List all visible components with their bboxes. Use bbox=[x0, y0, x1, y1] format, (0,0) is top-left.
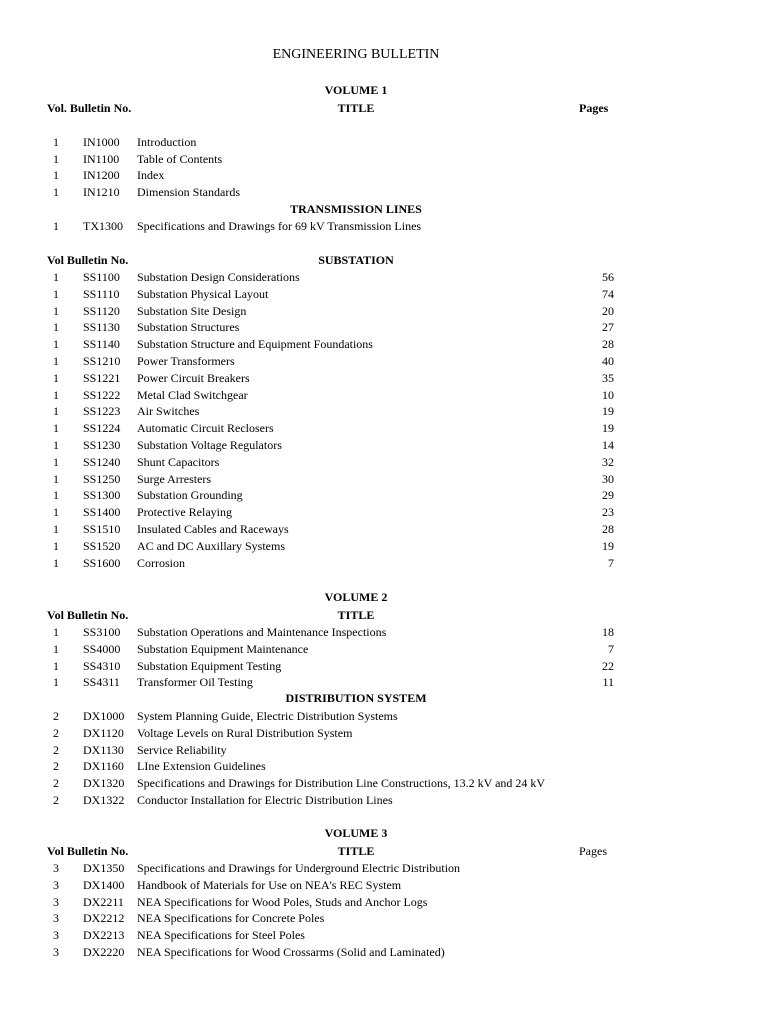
row-title: Surge Arresters bbox=[137, 471, 212, 486]
row-title: NEA Specifications for Steel Poles bbox=[137, 928, 305, 943]
row-title: Metal Clad Switchgear bbox=[137, 387, 248, 402]
row-vol: 1 bbox=[53, 658, 59, 673]
document-title: ENGINEERING BULLETIN bbox=[272, 47, 440, 62]
row-vol: 1 bbox=[53, 404, 59, 419]
row-vol: 1 bbox=[53, 471, 59, 486]
vol-bulletin-header: Vol Bulletin No. bbox=[47, 253, 129, 267]
row-vol: 3 bbox=[53, 928, 59, 943]
row-bulletin-no: SS1240 bbox=[83, 454, 121, 469]
row-bulletin-no: IN1200 bbox=[83, 168, 120, 182]
row-title: Substation Grounding bbox=[137, 488, 243, 503]
row-title: System Planning Guide, Electric Distribution Systems bbox=[137, 709, 398, 723]
row-vol: 3 bbox=[53, 861, 59, 875]
row-pages: 14 bbox=[602, 438, 614, 452]
row-bulletin-no: IN1210 bbox=[83, 185, 120, 199]
row-title: Power Transformers bbox=[137, 354, 235, 368]
row-pages: 28 bbox=[602, 522, 614, 536]
row-vol: 1 bbox=[53, 675, 59, 690]
row-bulletin-no: IN1000 bbox=[83, 135, 120, 149]
row-vol: 1 bbox=[53, 370, 59, 385]
row-pages: 7 bbox=[608, 641, 614, 656]
row-pages: 7 bbox=[608, 555, 614, 570]
title-column-header: TITLE bbox=[337, 101, 375, 115]
row-pages: 10 bbox=[602, 387, 614, 402]
row-title: Service Reliability bbox=[137, 742, 227, 757]
row-pages: 29 bbox=[602, 488, 614, 503]
row-title: Specifications and Drawings for 69 kV Transmission Lines bbox=[137, 219, 422, 233]
row-vol: 2 bbox=[53, 793, 59, 807]
row-bulletin-no: SS1110 bbox=[83, 286, 120, 301]
row-pages: 74 bbox=[602, 286, 614, 301]
row-vol: 1 bbox=[53, 387, 59, 402]
row-title: Protective Relaying bbox=[137, 505, 232, 520]
row-vol: 1 bbox=[53, 625, 59, 639]
row-bulletin-no: SS1230 bbox=[83, 438, 121, 452]
row-title: Table of Contents bbox=[137, 152, 223, 166]
row-vol: 2 bbox=[53, 759, 59, 774]
pages-column-header: Pages bbox=[579, 844, 607, 858]
row-bulletin-no: SS1510 bbox=[83, 522, 121, 536]
row-title: Conductor Installation for Electric Distribution Lines bbox=[137, 793, 393, 807]
row-bulletin-no: TX1300 bbox=[83, 219, 123, 233]
row-title: Substation Design Considerations bbox=[137, 270, 300, 284]
row-pages: 28 bbox=[602, 337, 614, 352]
row-bulletin-no: SS1210 bbox=[83, 354, 121, 368]
row-bulletin-no: IN1100 bbox=[83, 152, 120, 166]
row-vol: 1 bbox=[53, 270, 59, 284]
row-pages: 30 bbox=[602, 471, 614, 486]
row-vol: 1 bbox=[53, 522, 59, 536]
transmission-lines-heading: TRANSMISSION LINES bbox=[290, 202, 422, 216]
row-vol: 1 bbox=[53, 185, 59, 199]
row-bulletin-no: DX1350 bbox=[83, 861, 125, 875]
row-pages: 19 bbox=[602, 538, 614, 553]
row-vol: 1 bbox=[53, 438, 59, 452]
row-vol: 1 bbox=[53, 152, 59, 166]
row-bulletin-no: SS1223 bbox=[83, 404, 121, 419]
row-bulletin-no: SS1120 bbox=[83, 303, 120, 318]
row-bulletin-no: SS1140 bbox=[83, 337, 120, 352]
row-title: Power Circuit Breakers bbox=[137, 370, 250, 385]
row-pages: 18 bbox=[602, 625, 614, 639]
row-vol: 2 bbox=[53, 742, 59, 757]
row-bulletin-no: DX2212 bbox=[83, 911, 125, 926]
row-bulletin-no: SS3100 bbox=[83, 625, 121, 639]
row-title: Substation Structure and Equipment Foundations bbox=[137, 337, 373, 352]
row-title: AC and DC Auxillary Systems bbox=[137, 538, 286, 553]
row-title: Insulated Cables and Raceways bbox=[137, 522, 289, 536]
row-title: NEA Specifications for Concrete Poles bbox=[137, 911, 325, 926]
row-pages: 22 bbox=[602, 658, 614, 673]
row-bulletin-no: DX1160 bbox=[83, 759, 124, 774]
volume-2-heading: VOLUME 2 bbox=[324, 590, 388, 604]
row-title: Substation Site Design bbox=[137, 303, 247, 318]
row-vol: 1 bbox=[53, 337, 59, 352]
row-title: Substation Equipment Testing bbox=[137, 658, 282, 673]
row-vol: 2 bbox=[53, 776, 59, 791]
row-bulletin-no: SS1221 bbox=[83, 370, 121, 385]
row-title: Voltage Levels on Rural Distribution System bbox=[137, 725, 353, 740]
row-bulletin-no: SS1400 bbox=[83, 505, 121, 520]
row-vol: 3 bbox=[53, 877, 59, 892]
row-bulletin-no: SS4310 bbox=[83, 658, 121, 673]
row-title: NEA Specifications for Wood Poles, Studs and Anchor Logs bbox=[137, 894, 428, 909]
row-bulletin-no: DX1322 bbox=[83, 793, 125, 807]
row-pages: 32 bbox=[602, 454, 614, 469]
row-title: Substation Physical Layout bbox=[137, 286, 269, 301]
row-pages: 19 bbox=[602, 404, 614, 419]
row-bulletin-no: SS1300 bbox=[83, 488, 121, 503]
row-title: Specifications and Drawings for Distribution Line Constructions, 13.2 kV and 24 kV bbox=[137, 776, 546, 791]
row-bulletin-no: DX1320 bbox=[83, 776, 125, 791]
row-vol: 1 bbox=[53, 354, 59, 368]
row-bulletin-no: SS1520 bbox=[83, 538, 121, 553]
row-vol: 1 bbox=[53, 320, 59, 335]
row-title: Dimension Standards bbox=[137, 185, 240, 199]
row-title: Index bbox=[137, 168, 165, 182]
row-vol: 2 bbox=[53, 709, 59, 723]
row-bulletin-no: DX1000 bbox=[83, 709, 125, 723]
title-column-header: TITLE bbox=[337, 608, 375, 622]
row-bulletin-no: SS4000 bbox=[83, 641, 121, 656]
row-title: Substation Voltage Regulators bbox=[137, 438, 282, 452]
row-vol: 1 bbox=[53, 538, 59, 553]
row-vol: 1 bbox=[53, 641, 59, 656]
row-title: NEA Specifications for Wood Crossarms (Solid and Laminated) bbox=[137, 945, 445, 959]
row-vol: 1 bbox=[53, 555, 59, 570]
pages-column-header: Pages bbox=[579, 101, 609, 115]
row-bulletin-no: SS1100 bbox=[83, 270, 120, 284]
row-vol: 3 bbox=[53, 911, 59, 926]
row-pages: 27 bbox=[602, 320, 614, 335]
row-pages: 40 bbox=[602, 354, 614, 368]
volume-1-heading: VOLUME 1 bbox=[324, 83, 388, 97]
row-vol: 1 bbox=[53, 135, 59, 149]
row-pages: 35 bbox=[602, 370, 614, 385]
row-vol: 3 bbox=[53, 894, 59, 909]
vol-bulletin-header: Vol Bulletin No. bbox=[47, 608, 129, 622]
row-title: Introduction bbox=[137, 135, 197, 149]
row-bulletin-no: DX2211 bbox=[83, 894, 124, 909]
row-title: Handbook of Materials for Use on NEA's REC System bbox=[137, 877, 402, 892]
row-title: Transformer Oil Testing bbox=[137, 675, 253, 690]
row-vol: 1 bbox=[53, 219, 59, 233]
row-title: Substation Structures bbox=[137, 320, 240, 335]
vol-bulletin-header: Vol Bulletin No. bbox=[47, 844, 129, 858]
row-bulletin-no: SS1250 bbox=[83, 471, 121, 486]
row-vol: 3 bbox=[53, 945, 59, 959]
volume-3-heading: VOLUME 3 bbox=[324, 826, 388, 840]
row-pages: 11 bbox=[602, 675, 614, 690]
row-title: Automatic Circuit Reclosers bbox=[137, 421, 274, 436]
row-title: Air Switches bbox=[137, 404, 200, 419]
row-vol: 1 bbox=[53, 168, 59, 182]
row-vol: 1 bbox=[53, 488, 59, 503]
row-title: Substation Operations and Maintenance Inspections bbox=[137, 625, 387, 639]
row-bulletin-no: DX1120 bbox=[83, 725, 124, 740]
row-bulletin-no: DX2213 bbox=[83, 928, 125, 943]
row-title: Corrosion bbox=[137, 555, 185, 570]
row-bulletin-no: SS4311 bbox=[83, 675, 120, 690]
row-bulletin-no: SS1224 bbox=[83, 421, 121, 436]
row-vol: 2 bbox=[53, 725, 59, 740]
row-title: Specifications and Drawings for Underground Electric Distribution bbox=[137, 861, 461, 875]
row-title: Shunt Capacitors bbox=[137, 454, 220, 469]
row-vol: 1 bbox=[53, 421, 59, 436]
title-column-header: TITLE bbox=[337, 844, 375, 858]
row-bulletin-no: SS1600 bbox=[83, 555, 121, 570]
row-pages: 19 bbox=[602, 421, 614, 436]
row-vol: 1 bbox=[53, 303, 59, 318]
row-bulletin-no: DX2220 bbox=[83, 945, 125, 959]
row-bulletin-no: DX1400 bbox=[83, 877, 125, 892]
distribution-system-heading: DISTRIBUTION SYSTEM bbox=[285, 691, 427, 705]
row-pages: 56 bbox=[602, 270, 614, 284]
vol-bulletin-header: Vol. Bulletin No. bbox=[47, 101, 132, 115]
row-title: LIne Extension Guidelines bbox=[137, 759, 266, 774]
row-vol: 1 bbox=[53, 454, 59, 469]
row-vol: 1 bbox=[53, 286, 59, 301]
row-bulletin-no: SS1222 bbox=[83, 387, 121, 402]
row-bulletin-no: DX1130 bbox=[83, 742, 124, 757]
substation-heading: SUBSTATION bbox=[318, 253, 394, 267]
row-title: Substation Equipment Maintenance bbox=[137, 641, 309, 656]
row-pages: 23 bbox=[602, 505, 614, 520]
row-vol: 1 bbox=[53, 505, 59, 520]
row-bulletin-no: SS1130 bbox=[83, 320, 120, 335]
row-pages: 20 bbox=[602, 303, 614, 318]
